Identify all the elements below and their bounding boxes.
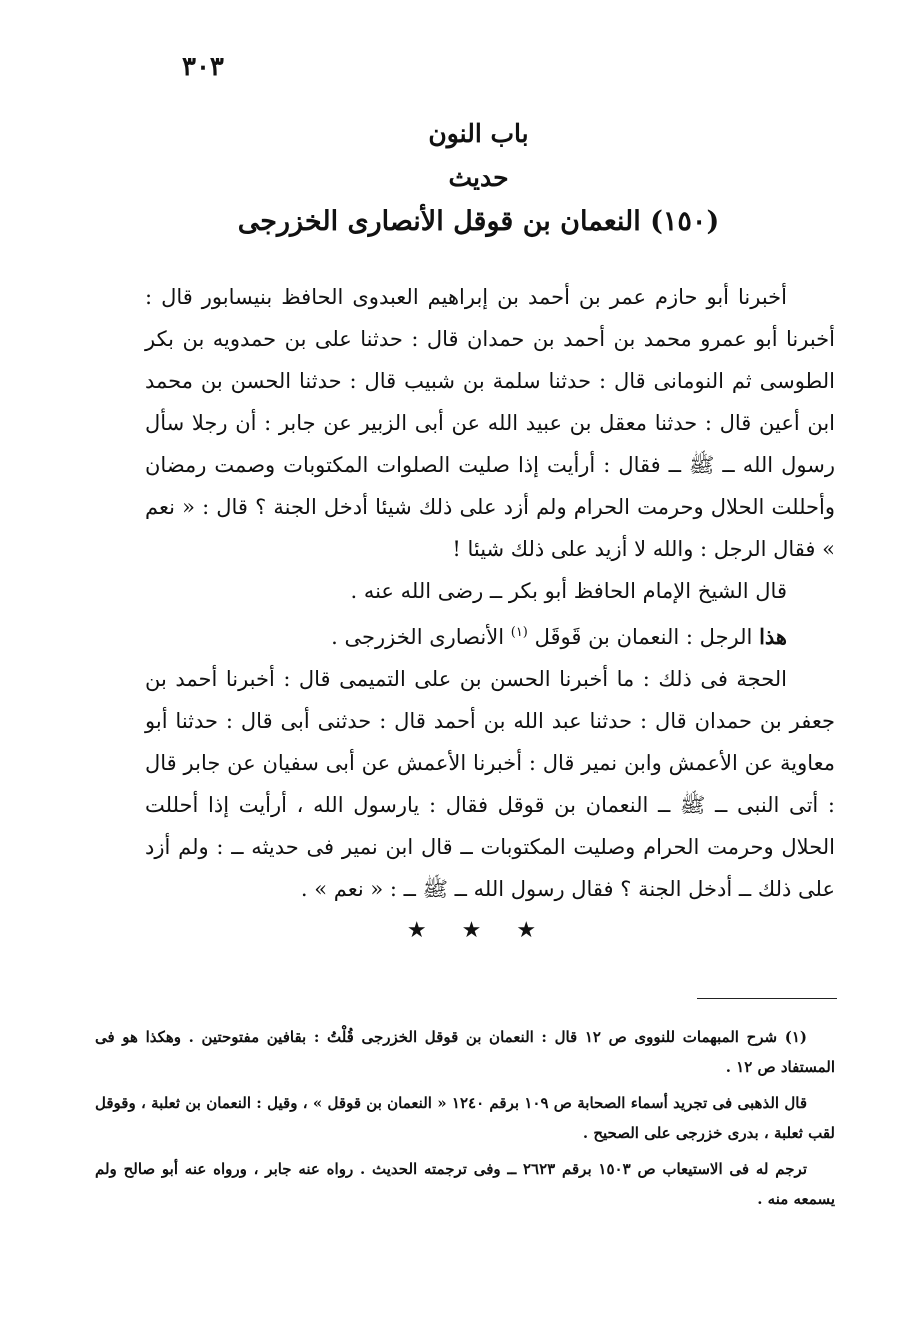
footnote-3: ترجم له فى الاستيعاب ص ١٥٠٣ برقم ٢٦٢٣ ــ وفى ترجمته الحديث . رواه عنه جابر ، ورواه عنه أبو صالح ولم يسمعه منه .	[95, 1160, 835, 1208]
entry-title: (١٥٠) النعمان بن قوقل الأنصارى الخزرجى	[237, 206, 720, 237]
page-number: ٣٠٣	[182, 52, 224, 82]
haza-bold-word: هذا	[759, 624, 787, 649]
footnote-marker: (١)	[510, 625, 528, 640]
paragraph-sheikh-remark: قال الشيخ الإمام الحافظ أبو بكر ــ رضى الله عنه .	[350, 579, 787, 603]
paragraph-hujja: الحجة فى ذلك : ما أخبرنا الحسن بن على التميمى قال : أخبرنا أحمد بن جعفر بن حمدان قال : حدثنا عبد الله بن أحمد قال : حدثنى أبى قال : حدثنا أبو معاوية عن الأعمش وابن نمير قال : أخبرنا الأعمش عن أبى سفيان عن جابر قال : أتى النبى ــ ﷺ ــ النعمان بن قوقل فقال : يارسول الله ، أرأيت إذا أحللت الحلال وحرمت الحرام وصليت المكتوبات ــ قال ابن نمير فى حديثه ــ : ولم أزد على ذلك ــ أدخل الجنة ؟ فقال رسول الله ــ ﷺ ــ : « نعم » .	[145, 667, 835, 901]
footnotes	[95, 1022, 835, 1220]
footnote-divider	[697, 998, 837, 999]
paragraph-isnad-1: أخبرنا أبو حازم عمر بن أحمد بن إبراهيم العبدوى الحافظ بنيسابور قال : أخبرنا أبو عمرو محمد بن أحمد بن حمدان قال : حدثنا على بن حمدويه بن بكر الطوسى ثم النومانى قال : حدثنا سلمة بن شبيب قال : حدثنا الحسن بن محمد ابن أعين قال : حدثنا معقل بن عبيد الله عن أبى الزبير عن جابر : أن رجلا سأل رسول الله ــ ﷺ ــ فقال : أرأيت إذا صليت الصلوات المكتوبات وصمت رمضان وأحللت الحلال وحرمت الحرام ولم أزد على ذلك شيئا أدخل الجنة ؟ قال : « نعم » فقال الرجل : والله لا أزيد على ذلك شيئا !	[145, 285, 835, 561]
headings	[0, 112, 917, 244]
main-text	[145, 276, 835, 910]
haza-text-before: الرجل : النعمان بن قَوقَل	[534, 625, 753, 649]
haza-text-after: الأنصارى الخزرجى .	[331, 625, 505, 649]
footnote-1: (١) شرح المبهمات للنووى ص ١٢ قال : النعمان بن قوقل الخزرجى قُلْتُ : بقافين مفتوحتين . وهكذا هو فى المستفاد ص ١٢ .	[95, 1028, 835, 1076]
section-separator-stars: ★ ★ ★	[406, 918, 551, 943]
chapter-heading: باب النون	[428, 119, 529, 148]
footnote-2: قال الذهبى فى تجريد أسماء الصحابة ص ١٠٩ برقم ١٢٤٠ « النعمان بن قوقل » ، وقيل : النعمان بن ثعلبة ، وقوقل لقب ثعلبة ، بدرى خزرجى على الصحيح .	[95, 1094, 835, 1142]
hadith-heading: حديث	[448, 163, 509, 192]
paragraph-haza-line	[145, 612, 835, 658]
